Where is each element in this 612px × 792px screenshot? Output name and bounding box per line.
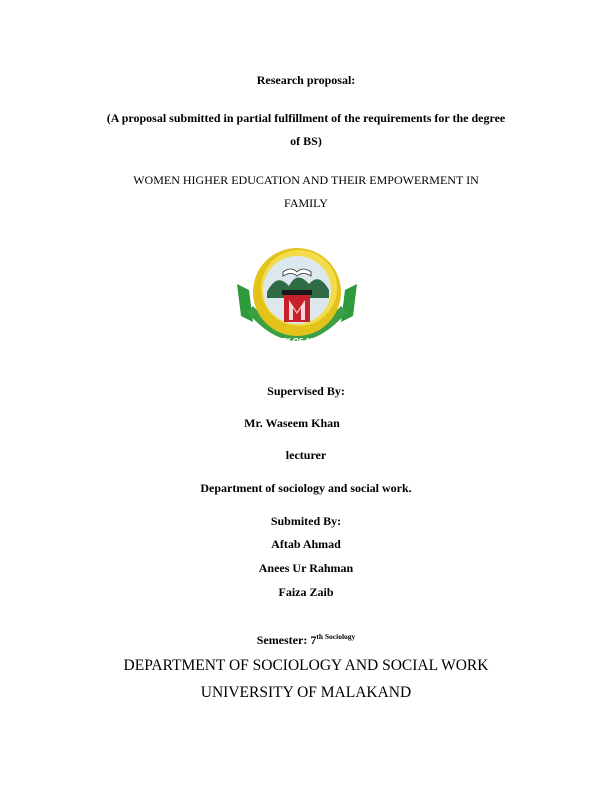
student-name: Anees Ur Rahman [258,561,354,575]
supervisor-department: Department of sociology and social work. [200,481,412,495]
student-name: Aftab Ahmad [271,537,341,551]
footer-department: DEPARTMENT OF SOCIOLOGY AND SOCIAL WORK [123,657,489,674]
supervisor-title: lecturer [285,448,327,462]
semester-label: Semester: [256,633,308,647]
semester-value: 7 [310,633,317,647]
document-heading: Research proposal: [256,73,356,87]
title-line-2: FAMILY [284,196,328,210]
supervised-by-label: Supervised By: [267,384,345,398]
title-line-1: WOMEN HIGHER EDUCATION AND THEIR EMPOWERMENT IN [133,173,479,187]
supervisor-name: Mr. Waseem Khan [244,416,340,430]
subtitle-line-2: of BS) [290,134,322,148]
footer-university: UNIVERSITY OF MALAKAND [200,684,412,701]
student-name: Faiza Zaib [278,585,334,599]
subtitle-line-1: (A proposal submitted in partial fulfillment of the requirements for the degree [106,111,506,125]
submitted-by-label: Submited By: [270,514,342,528]
svg-text:UNIVERSITY OF MALAKAND: UNIVERSITY OF MALAKAND [243,337,351,345]
semester-superscript: th Sociology [316,632,356,641]
university-logo [233,242,361,352]
semester-line [0,632,612,648]
